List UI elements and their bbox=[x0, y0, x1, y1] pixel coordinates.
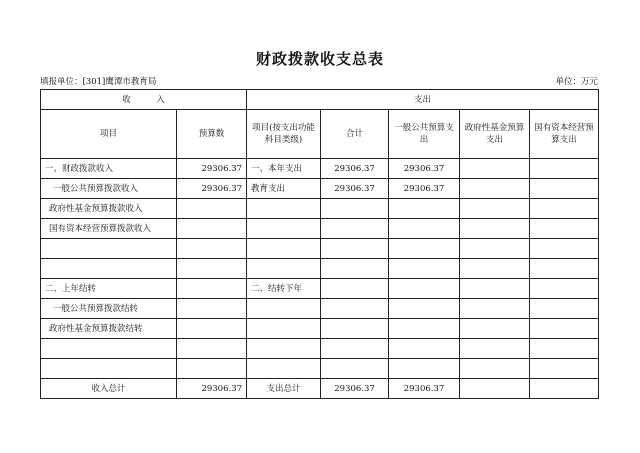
table-row bbox=[41, 279, 599, 299]
expense-item bbox=[247, 359, 321, 379]
expense-general bbox=[389, 319, 460, 339]
expense-general bbox=[389, 279, 460, 299]
expense-item bbox=[247, 339, 321, 359]
expense-item bbox=[247, 219, 321, 239]
col-total-header: 合计 bbox=[321, 110, 389, 159]
income-header: 收 入 bbox=[41, 90, 247, 110]
expense-fund bbox=[460, 379, 530, 399]
expense-state bbox=[530, 319, 599, 339]
income-value bbox=[177, 299, 247, 319]
totals-row bbox=[41, 379, 599, 399]
income-item: 一般公共预算拨款收入 bbox=[41, 179, 177, 199]
income-item bbox=[41, 239, 177, 259]
expense-item bbox=[247, 239, 321, 259]
income-value bbox=[177, 239, 247, 259]
expense-total: 29306.37 bbox=[321, 159, 389, 179]
table-row bbox=[41, 199, 599, 219]
income-item bbox=[41, 339, 177, 359]
expense-state bbox=[530, 299, 599, 319]
expense-fund bbox=[460, 319, 530, 339]
income-value: 29306.37 bbox=[177, 179, 247, 199]
table-row bbox=[41, 239, 599, 259]
expense-fund bbox=[460, 279, 530, 299]
income-value bbox=[177, 259, 247, 279]
expense-state bbox=[530, 159, 599, 179]
income-value bbox=[177, 339, 247, 359]
expense-total bbox=[321, 259, 389, 279]
expense-fund bbox=[460, 359, 530, 379]
expense-fund bbox=[460, 259, 530, 279]
income-item: 二、上年结转 bbox=[41, 279, 177, 299]
table-row bbox=[41, 259, 599, 279]
expense-fund bbox=[460, 219, 530, 239]
expense-fund bbox=[460, 159, 530, 179]
expense-general bbox=[389, 239, 460, 259]
table-row bbox=[41, 299, 599, 319]
col-fund-header: 政府性基金预算支出 bbox=[460, 110, 530, 159]
expense-total bbox=[321, 199, 389, 219]
expense-state bbox=[530, 259, 599, 279]
header-row-1 bbox=[41, 90, 599, 110]
expense-general: 29306.37 bbox=[389, 179, 460, 199]
expense-total bbox=[321, 239, 389, 259]
expense-general bbox=[389, 299, 460, 319]
expense-general bbox=[389, 199, 460, 219]
income-total-value: 29306.37 bbox=[177, 379, 247, 399]
expense-general: 29306.37 bbox=[389, 159, 460, 179]
table-row bbox=[41, 339, 599, 359]
income-item bbox=[41, 259, 177, 279]
expense-total bbox=[321, 219, 389, 239]
income-value bbox=[177, 319, 247, 339]
expense-state bbox=[530, 199, 599, 219]
reporting-unit: 填报单位：[301]鹰潭市教育局 bbox=[40, 77, 157, 87]
income-item: 政府性基金预算拨款收入 bbox=[41, 199, 177, 219]
expense-state bbox=[530, 239, 599, 259]
expense-total bbox=[321, 339, 389, 359]
expense-state bbox=[530, 379, 599, 399]
table-row bbox=[41, 319, 599, 339]
table-row bbox=[41, 219, 599, 239]
income-value bbox=[177, 359, 247, 379]
expense-total-label: 支出总计 bbox=[247, 379, 321, 399]
income-total-label: 收入总计 bbox=[41, 379, 177, 399]
expense-state bbox=[530, 219, 599, 239]
expense-fund bbox=[460, 299, 530, 319]
expense-fund bbox=[460, 179, 530, 199]
expense-total bbox=[321, 279, 389, 299]
table-row bbox=[41, 179, 599, 199]
expense-item bbox=[247, 299, 321, 319]
col-budget-header: 预算数 bbox=[177, 110, 247, 159]
expense-state bbox=[530, 359, 599, 379]
expense-item: 二、结转下年 bbox=[247, 279, 321, 299]
expense-state bbox=[530, 339, 599, 359]
expense-general: 29306.37 bbox=[389, 379, 460, 399]
income-item: 一般公共预算拨款结转 bbox=[41, 299, 177, 319]
table-row bbox=[41, 359, 599, 379]
expense-item bbox=[247, 199, 321, 219]
col-exp-item-header: 项目(按支出功能科目类级) bbox=[247, 110, 321, 159]
expense-general bbox=[389, 339, 460, 359]
income-item: 政府性基金预算拨款结转 bbox=[41, 319, 177, 339]
table-row bbox=[41, 159, 599, 179]
expense-fund bbox=[460, 199, 530, 219]
expense-fund bbox=[460, 339, 530, 359]
expense-general bbox=[389, 359, 460, 379]
col-item-header: 项目 bbox=[41, 110, 177, 159]
expense-general bbox=[389, 219, 460, 239]
col-state-header: 国有资本经营预算支出 bbox=[530, 110, 599, 159]
expense-total bbox=[321, 359, 389, 379]
expense-total: 29306.37 bbox=[321, 379, 389, 399]
expense-item: 一、本年支出 bbox=[247, 159, 321, 179]
report-title: 财政拨款收支总表 bbox=[255, 50, 384, 68]
summary-table bbox=[40, 89, 599, 399]
income-item bbox=[41, 359, 177, 379]
expense-total: 29306.37 bbox=[321, 179, 389, 199]
income-value bbox=[177, 279, 247, 299]
expense-item bbox=[247, 259, 321, 279]
expense-header: 支出 bbox=[247, 90, 599, 110]
col-general-header: 一般公共预算支出 bbox=[389, 110, 460, 159]
expense-item bbox=[247, 319, 321, 339]
income-value: 29306.37 bbox=[177, 159, 247, 179]
header-row-2 bbox=[41, 110, 599, 159]
currency-unit: 单位：万元 bbox=[555, 77, 598, 87]
income-value bbox=[177, 219, 247, 239]
expense-item: 教育支出 bbox=[247, 179, 321, 199]
expense-state bbox=[530, 179, 599, 199]
income-item: 一、财政拨款收入 bbox=[41, 159, 177, 179]
expense-general bbox=[389, 259, 460, 279]
income-value bbox=[177, 199, 247, 219]
income-item: 国有资本经营预算拨款收入 bbox=[41, 219, 177, 239]
expense-total bbox=[321, 319, 389, 339]
expense-fund bbox=[460, 239, 530, 259]
expense-total bbox=[321, 299, 389, 319]
expense-state bbox=[530, 279, 599, 299]
